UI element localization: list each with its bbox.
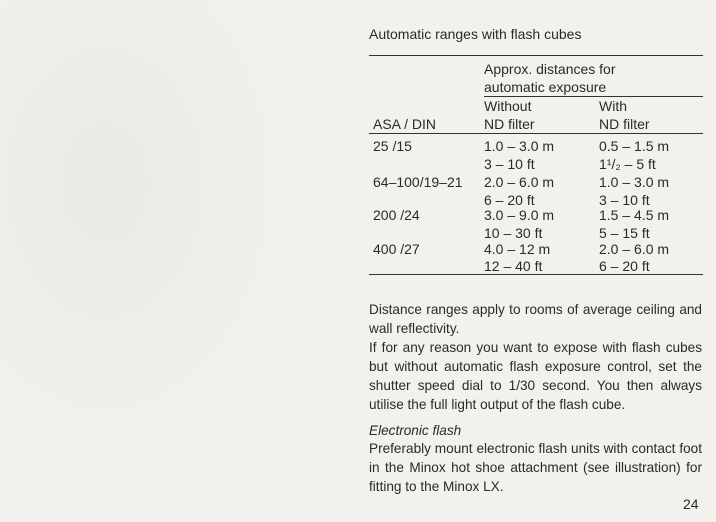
cell-with: 0.5 – 1.5 m bbox=[599, 138, 670, 154]
page-number: 24 bbox=[683, 496, 699, 512]
cell-with: 6 – 20 ft bbox=[599, 258, 650, 274]
subheading-electronic-flash: Electronic flash bbox=[369, 423, 462, 438]
header-with-line1: With bbox=[599, 98, 627, 114]
table-row bbox=[369, 240, 699, 258]
table-row bbox=[369, 206, 699, 224]
page-title: Automatic ranges with flash cubes bbox=[369, 26, 582, 42]
header-without-nd bbox=[484, 97, 535, 133]
para1-text: Distance ranges apply to rooms of average ceiling and wall reflectivity. bbox=[369, 302, 702, 336]
table-top-rule bbox=[369, 55, 703, 56]
cell-without: 1.0 – 3.0 m bbox=[484, 138, 555, 154]
document-page bbox=[369, 0, 703, 522]
cell-asa: 25 /15 bbox=[373, 138, 412, 154]
header-with-line2: ND filter bbox=[599, 116, 650, 132]
cell-with: 1¹/₂ – 5 ft bbox=[599, 156, 656, 172]
cell-without: 10 – 30 ft bbox=[484, 225, 543, 241]
cell-asa: 64–100/19–21 bbox=[373, 174, 463, 190]
paragraph-distance-ranges bbox=[369, 300, 702, 414]
cell-with: 5 – 15 ft bbox=[599, 225, 650, 241]
header-bottom-rule bbox=[369, 133, 703, 134]
cell-without: 12 – 40 ft bbox=[484, 258, 543, 274]
cell-without: 3.0 – 9.0 m bbox=[484, 207, 555, 223]
facing-page-shadow bbox=[0, 0, 350, 522]
table-row bbox=[369, 137, 699, 155]
cell-with: 1.0 – 3.0 m bbox=[599, 174, 670, 190]
cell-with: 3 – 10 ft bbox=[599, 192, 650, 208]
cell-without: 2.0 – 6.0 m bbox=[484, 174, 555, 190]
cell-with: 1.5 – 4.5 m bbox=[599, 207, 670, 223]
table-row bbox=[369, 257, 699, 275]
table-row bbox=[369, 173, 699, 191]
header-without-line2: ND filter bbox=[484, 116, 535, 132]
cell-without: 6 – 20 ft bbox=[484, 192, 535, 208]
cell-asa: 200 /24 bbox=[373, 207, 420, 223]
paragraph-electronic-flash: Preferably mount electronic flash units with contact foot in the Minox hot shoe attachment (see illustration) for fitting to the Minox LX. bbox=[369, 441, 702, 494]
header-with-nd bbox=[599, 97, 650, 133]
table-row bbox=[369, 155, 699, 173]
cell-without: 3 – 10 ft bbox=[484, 156, 535, 172]
cell-with: 2.0 – 6.0 m bbox=[599, 241, 670, 257]
table-bottom-rule bbox=[369, 274, 703, 275]
header-approx-line2: automatic exposure bbox=[484, 79, 607, 95]
para2-text: If for any reason you want to expose with flash cubes but without automatic flash exposure control, set the shutter speed dial to 1/30 second. You then always utilise the full light output of the flash cube. bbox=[369, 340, 702, 412]
cell-without: 4.0 – 12 m bbox=[484, 241, 551, 257]
header-asa-din: ASA / DIN bbox=[373, 116, 437, 132]
header-approx-line1: Approx. distances for bbox=[484, 61, 616, 77]
header-without-line1: Without bbox=[484, 98, 532, 114]
header-approx-distances bbox=[484, 60, 616, 96]
cell-asa: 400 /27 bbox=[373, 241, 420, 257]
